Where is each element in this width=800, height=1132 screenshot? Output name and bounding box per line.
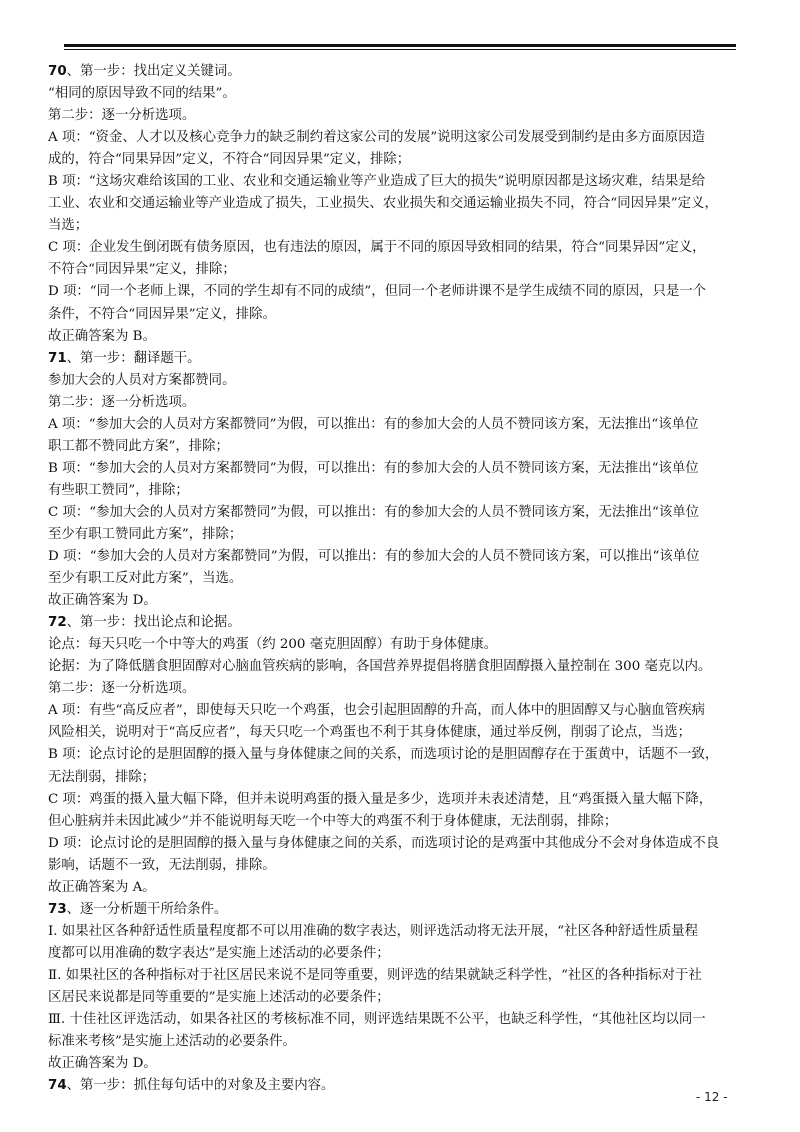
line-text: A 项：“参加大会的人员对方案都赞同”为假，可以推出：有的参加大会的人员不赞同该方案，无法推出“该单位	[48, 416, 699, 432]
text-line	[48, 502, 754, 524]
header-rule-thin	[64, 49, 736, 50]
text-line	[48, 921, 754, 943]
line-text: 职工都不赞同此方案”，排除；	[48, 438, 229, 454]
text-line	[48, 987, 754, 1009]
question-heading-line	[48, 1075, 754, 1097]
text-line	[48, 480, 754, 502]
text-line	[48, 877, 754, 899]
text-line	[48, 436, 754, 458]
line-text: 第二步：逐一分析选项。	[48, 394, 196, 410]
text-line	[48, 1053, 754, 1075]
line-text: 论点：每天只吃一个中等大的鸡蛋（约 200 毫克胆固醇）有助于身体健康。	[48, 637, 498, 653]
line-text: 、第一步：翻译题干。	[66, 350, 201, 366]
line-text: Ⅱ. 如果社区的各种指标对于社区居民来说不是同等重要，则评选的结果就缺乏科学性，“社区的各种指标对于社	[48, 967, 702, 983]
text-line	[48, 193, 754, 215]
line-text: 第二步：逐一分析选项。	[48, 108, 196, 124]
question-heading-line	[48, 899, 754, 921]
text-line	[48, 767, 754, 789]
line-text: 标准来考核”是实施上述活动的必要条件。	[48, 1034, 296, 1050]
line-text: C 项：企业发生倒闭既有债务原因，也有违法的原因，属于不同的原因导致相同的结果，符合“同果异因”定义，	[48, 240, 706, 256]
line-text: 、第一步：抓住每句话中的对象及主要内容。	[66, 1078, 335, 1094]
line-text: D 项：论点讨论的是胆固醇的摄入量与身体健康之间的关系，而选项讨论的是鸡蛋中其他成分不会对身体造成不良	[48, 835, 720, 851]
text-line	[48, 546, 754, 568]
text-line	[48, 392, 754, 414]
text-line	[48, 833, 754, 855]
text-line	[48, 105, 754, 127]
line-text: 区居民来说都是同等重要的”是实施上述活动的必要条件；	[48, 989, 390, 1005]
line-text: Ⅰ. 如果社区各种舒适性质量程度都不可以用准确的数字表达，则评选活动将无法开展，“社区各种舒适性质量程	[48, 923, 699, 939]
text-line	[48, 149, 754, 171]
question-heading-line	[48, 348, 754, 370]
page-number: - 12 -	[696, 1090, 728, 1104]
line-text: D 项：“参加大会的人员对方案都赞同”为假，可以推出：有的参加大会的人员不赞同该方案，可以推出“该单位	[48, 549, 700, 565]
line-text: 但心脏病并未因此减少”并不能说明每天吃一个中等大的鸡蛋不利于身体健康，无法削弱，排除；	[48, 813, 618, 829]
header-rule-thick	[64, 44, 736, 47]
line-text: “相同的原因导致不同的结果”。	[48, 86, 236, 102]
text-line	[48, 458, 754, 480]
question-number: 73	[48, 901, 67, 917]
line-text: 成的，符合“同果异因”定义，不符合“同因异果”定义，排除；	[48, 152, 411, 168]
text-line	[48, 678, 754, 700]
text-line	[48, 524, 754, 546]
line-text: 至少有职工赞同此方案”，排除；	[48, 526, 243, 542]
line-text: 、第一步：找出论点和论据。	[66, 615, 241, 631]
text-line	[48, 965, 754, 987]
line-text: 有些职工赞同”，排除；	[48, 482, 189, 498]
line-text: B 项：“参加大会的人员对方案都赞同”为假，可以推出：有的参加大会的人员不赞同该方案，无法推出“该单位	[48, 460, 699, 476]
line-text: 当选；	[48, 218, 89, 234]
text-line	[48, 700, 754, 722]
line-text: 故正确答案为 D。	[48, 593, 157, 609]
text-line	[48, 1009, 754, 1031]
line-text: 不符合“同因异果”定义，排除；	[48, 262, 236, 278]
line-text: A 项：有些“高反应者”，即使每天只吃一个鸡蛋，也会引起胆固醇的升高，而人体中的胆固醇又与心脑血管疾病	[48, 703, 705, 719]
text-line	[48, 1031, 754, 1053]
line-text: 故正确答案为 A。	[48, 879, 156, 895]
text-line	[48, 634, 754, 656]
text-line	[48, 811, 754, 833]
line-text: 工业、农业和交通运输业等产业造成了损失，工业损失、农业损失和交通运输业损失不同，符合“同因异果”定义，	[48, 196, 718, 212]
text-line	[48, 281, 754, 303]
line-text: 度都可以用准确的数字表达”是实施上述活动的必要条件；	[48, 945, 390, 961]
line-text: B 项：论点讨论的是胆固醇的摄入量与身体健康之间的关系，而选项讨论的是胆固醇存在于蛋黄中，话题不一致，	[48, 747, 719, 763]
text-line	[48, 326, 754, 348]
line-text: D 项：“同一个老师上课，不同的学生却有不同的成绩”，但同一个老师讲课不是学生成绩不同的原因，只是一个	[48, 284, 707, 300]
text-line	[48, 656, 754, 678]
line-text: Ⅲ. 十佳社区评选活动，如果各社区的考核标准不同，则评选结果既不公平，也缺乏科学性，“其他社区均以同一	[48, 1012, 706, 1028]
text-line	[48, 568, 754, 590]
text-line	[48, 414, 754, 436]
text-line	[48, 590, 754, 612]
text-line	[48, 83, 754, 105]
line-text: 无法削弱，排除；	[48, 769, 156, 785]
text-line	[48, 789, 754, 811]
question-number: 74	[48, 1078, 67, 1094]
line-text: A 项：“资金、人才以及核心竞争力的缺乏制约着这家公司的发展”说明这家公司发展受到制约是由多方面原因造	[48, 130, 705, 146]
line-text: 影响，话题不一致，无法削弱，排除。	[48, 857, 276, 873]
text-line	[48, 744, 754, 766]
question-number: 70	[48, 64, 67, 79]
line-text: 论据：为了降低膳食胆固醇对心脑血管疾病的影响，各国营养界提倡将膳食胆固醇摄入量控制在 300 毫克以内。	[48, 659, 712, 675]
question-number: 72	[48, 615, 67, 631]
text-line	[48, 215, 754, 237]
question-number: 71	[48, 350, 67, 366]
line-text: 至少有职工反对此方案”，当选。	[48, 571, 243, 587]
text-line	[48, 127, 754, 149]
line-text: 风险相关，说明对于“高反应者”，每天只吃一个鸡蛋也不利于其身体健康，通过举反例，削弱了论点，当选；	[48, 725, 692, 741]
line-text: 、逐一分析题干所给条件。	[66, 901, 228, 917]
line-text: C 项：鸡蛋的摄入量大幅下降，但并未说明鸡蛋的摄入量是多少，选项并未表述清楚，且“鸡蛋摄入量大幅下降，	[48, 791, 713, 807]
page-body	[48, 61, 754, 1097]
question-heading-line	[48, 612, 754, 634]
text-line	[48, 304, 754, 326]
text-line	[48, 943, 754, 965]
text-line	[48, 259, 754, 281]
line-text: 条件，不符合“同因异果”定义，排除。	[48, 306, 276, 322]
line-text: 、第一步：找出定义关键词。	[66, 64, 241, 79]
line-text: 故正确答案为 B。	[48, 328, 156, 344]
text-line	[48, 237, 754, 259]
text-line	[48, 855, 754, 877]
line-text: 故正确答案为 D。	[48, 1056, 157, 1072]
line-text: 第二步：逐一分析选项。	[48, 681, 196, 697]
line-text: 参加大会的人员对方案都赞同。	[48, 372, 236, 388]
text-line	[48, 722, 754, 744]
text-line	[48, 171, 754, 193]
line-text: C 项：“参加大会的人员对方案都赞同”为假，可以推出：有的参加大会的人员不赞同该方案，无法推出“该单位	[48, 504, 700, 520]
line-text: B 项：“这场灾难给该国的工业、农业和交通运输业等产业造成了巨大的损失”说明原因都是这场灾难，结果是给	[48, 174, 706, 190]
question-heading-line	[48, 61, 754, 83]
text-line	[48, 370, 754, 392]
